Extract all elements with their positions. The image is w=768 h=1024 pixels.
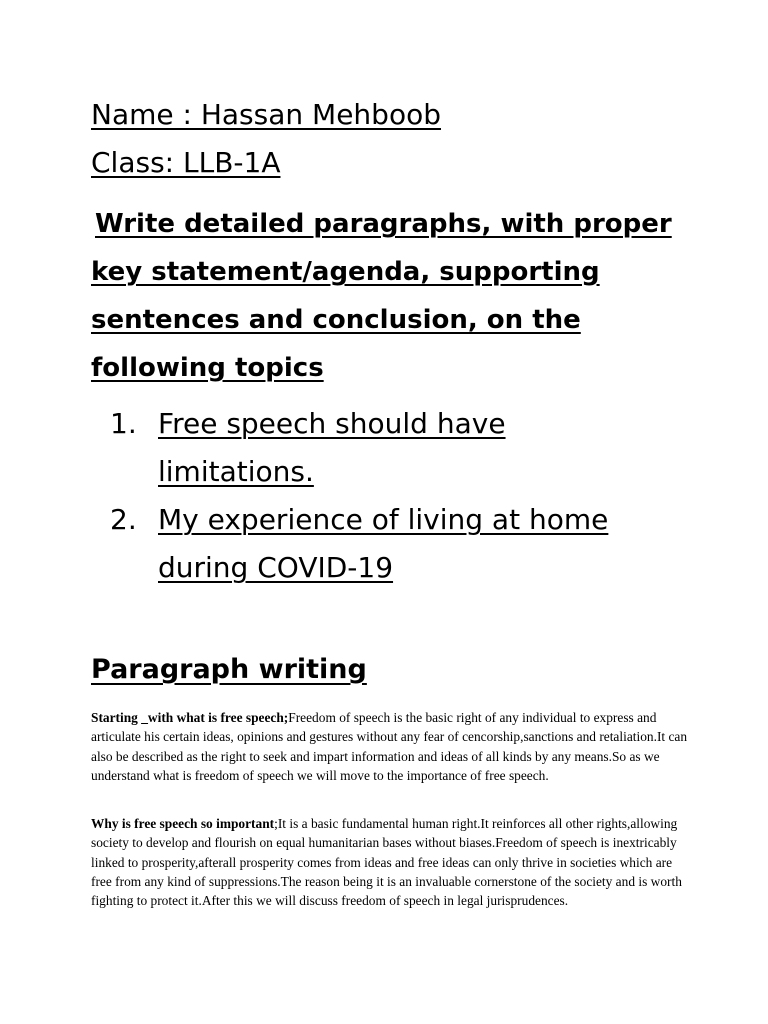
paragraph-lead-mark: _ <box>141 710 148 725</box>
topic-text-line-1: My experience of living at home <box>158 503 609 536</box>
paragraph-lead <box>91 710 288 725</box>
paragraph-body: ;It is a basic fundamental human right.It reinforces all other rights,allowing society to develop and flourish on equal humanitarian bases without biases.Freedom of speech is inextricably linked to prosperity,afterall prosperity comes from ideas and free ideas can only thrive in societies which are free from any kind of suppressions.The reason being it is an invaluable cornerstone of the society and is worth fighting to protect it.After this we will discuss freedom of speech in legal jurisprudences. <box>91 816 682 909</box>
topic-item <box>110 400 670 496</box>
topic-text-line-2: limitations. <box>158 455 314 488</box>
paragraph-lead-start: Starting <box>91 710 142 725</box>
topic-number: 2. <box>110 503 137 536</box>
assignment-instruction <box>91 200 691 392</box>
instruction-line-1: Write detailed paragraphs, with proper <box>95 209 672 239</box>
student-class: Class: LLB-1A <box>91 146 281 179</box>
topic-text-line-1: Free speech should have <box>158 407 506 440</box>
instruction-line-3: sentences and conclusion, on the <box>91 305 581 335</box>
topic-list <box>110 400 670 592</box>
topic-text-line-2: during COVID-19 <box>158 551 394 584</box>
paragraph-lead-end: with what is free speech; <box>147 710 289 725</box>
paragraph-body: Freedom of speech is the basic right of any individual to express and articulate his certain ideas, opinions and gestures without any fear of cencorship,sanctions and retaliation.It can also be described as the right to seek and impart information and ideas of all kinds by any means.So as we understand what is freedom of speech we will move to the importance of free speech. <box>91 710 688 783</box>
student-name: Name : Hassan Mehboob <box>91 98 441 131</box>
paragraph <box>91 708 691 785</box>
topic-item <box>110 496 670 592</box>
paragraph-lead: Why is free speech so important <box>91 816 275 831</box>
instruction-line-4: following topics <box>91 353 324 383</box>
instruction-line-2: key statement/agenda, supporting <box>91 257 600 287</box>
section-heading: Paragraph writing <box>91 654 367 685</box>
topic-number: 1. <box>110 407 137 440</box>
paragraph <box>91 814 691 910</box>
